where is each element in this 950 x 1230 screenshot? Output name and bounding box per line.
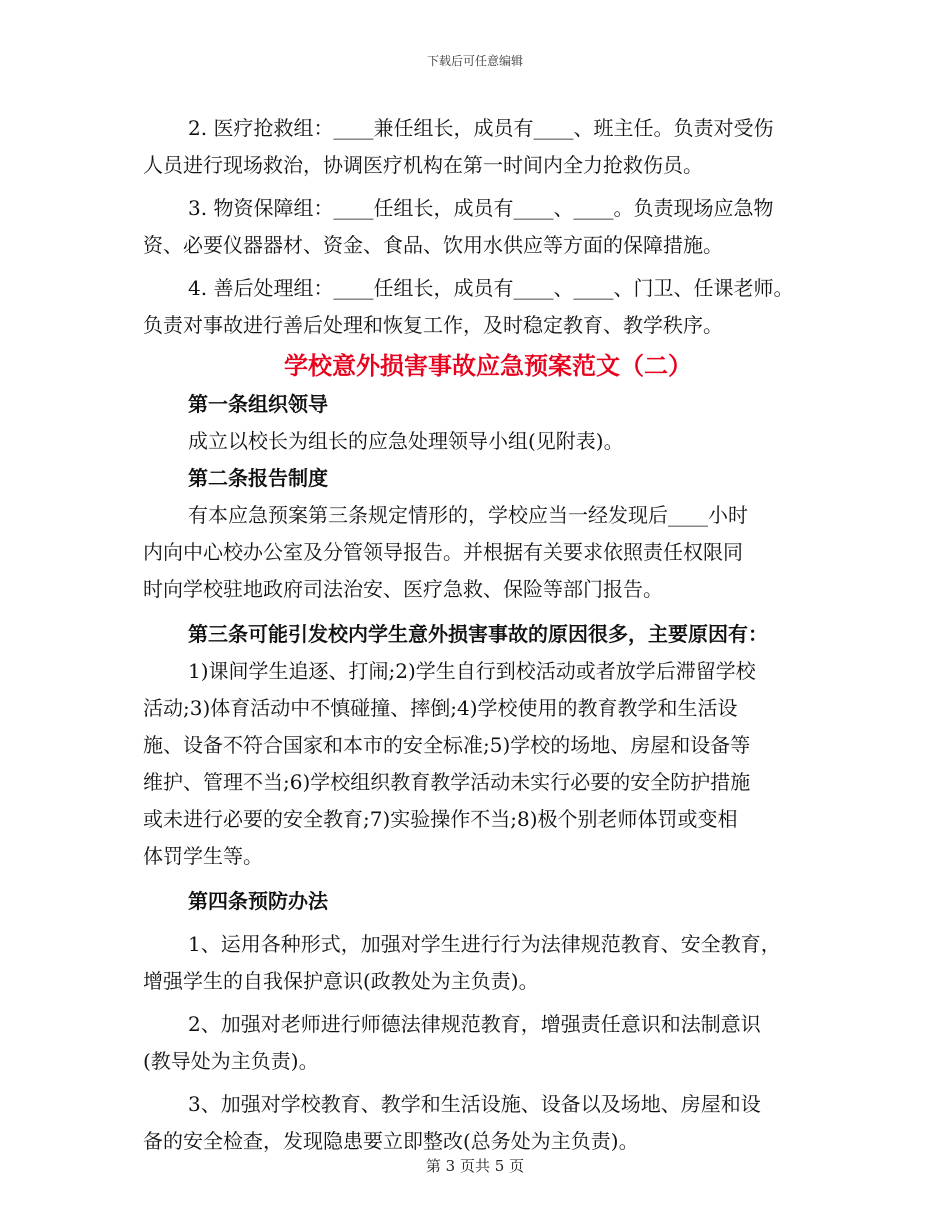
- page-header: 下载后可任意编辑: [426, 54, 523, 68]
- paragraph: 活动;3)体育活动中不慎碰撞、摔倒;4)学校使用的教育教学和生活设: [143, 696, 738, 720]
- list-item: 1、运用各种形式，加强对学生进行行为法律规范教育、安全教育，: [188, 932, 781, 956]
- paragraph: 或未进行必要的安全教育;7)实验操作不当;8)极个别老师体罚或变相: [143, 807, 738, 831]
- list-item: 2、加强对老师进行师德法律规范教育，增强责任意识和法制意识: [188, 1012, 761, 1036]
- paragraph: 有本应急预案第三条规定情形的，学校应当一经发现后____小时: [188, 503, 748, 527]
- paragraph: 体罚学生等。: [143, 844, 263, 868]
- article-heading: 第一条组织领导: [188, 392, 328, 416]
- list-item: 增强学生的自我保护意识(政教处为主负责)。: [143, 969, 539, 993]
- article-heading: 第四条预防办法: [188, 889, 328, 913]
- list-item: 3、加强对学校教育、教学和生活设施、设备以及场地、房屋和设: [188, 1092, 761, 1116]
- paragraph: 人员进行现场救治，协调医疗机构在第一时间内全力抢救伤员。: [143, 153, 703, 177]
- article-heading: 第二条报告制度: [188, 466, 328, 490]
- paragraph: 4. 善后处理组：____任组长，成员有____、____、门卫、任课老师。: [188, 276, 794, 300]
- list-item: 备的安全检查，发现隐患要立即整改(总务处为主负责)。: [143, 1129, 639, 1153]
- paragraph: 成立以校长为组长的应急处理领导小组(见附表)。: [188, 429, 624, 453]
- document-body: [143, 110, 833, 1160]
- paragraph: 2. 医疗抢救组：____兼任组长，成员有____、班主任。负责对受伤: [188, 116, 774, 140]
- article-heading: 第三条可能引发校内学生意外损害事故的原因很多，主要原因有：: [188, 622, 768, 646]
- paragraph: 资、必要仪器器材、资金、食品、饮用水供应等方面的保障措施。: [143, 233, 723, 257]
- paragraph: 3. 物资保障组：____任组长，成员有____、____。负责现场应急物: [188, 196, 774, 220]
- paragraph: 1)课间学生追逐、打闹;2)学生自行到校活动或者放学后滞留学校: [188, 659, 756, 683]
- section-title: 学校意外损害事故应急预案范文（二）: [284, 351, 692, 380]
- paragraph: 时向学校驻地政府司法治安、医疗急救、保险等部门报告。: [143, 577, 663, 601]
- paragraph: 负责对事故进行善后处理和恢复工作，及时稳定教育、教学秩序。: [143, 313, 723, 337]
- paragraph: 施、设备不符合国家和本市的安全标准;5)学校的场地、房屋和设备等: [143, 733, 751, 757]
- paragraph: 内向中心校办公室及分管领导报告。并根据有关要求依照责任权限同: [143, 540, 743, 564]
- list-item: (教导处为主负责)。: [143, 1049, 319, 1073]
- paragraph: 维护、管理不当;6)学校组织教育教学活动未实行必要的安全防护措施: [143, 770, 751, 794]
- page-footer: 第 3 页共 5 页: [425, 1157, 525, 1175]
